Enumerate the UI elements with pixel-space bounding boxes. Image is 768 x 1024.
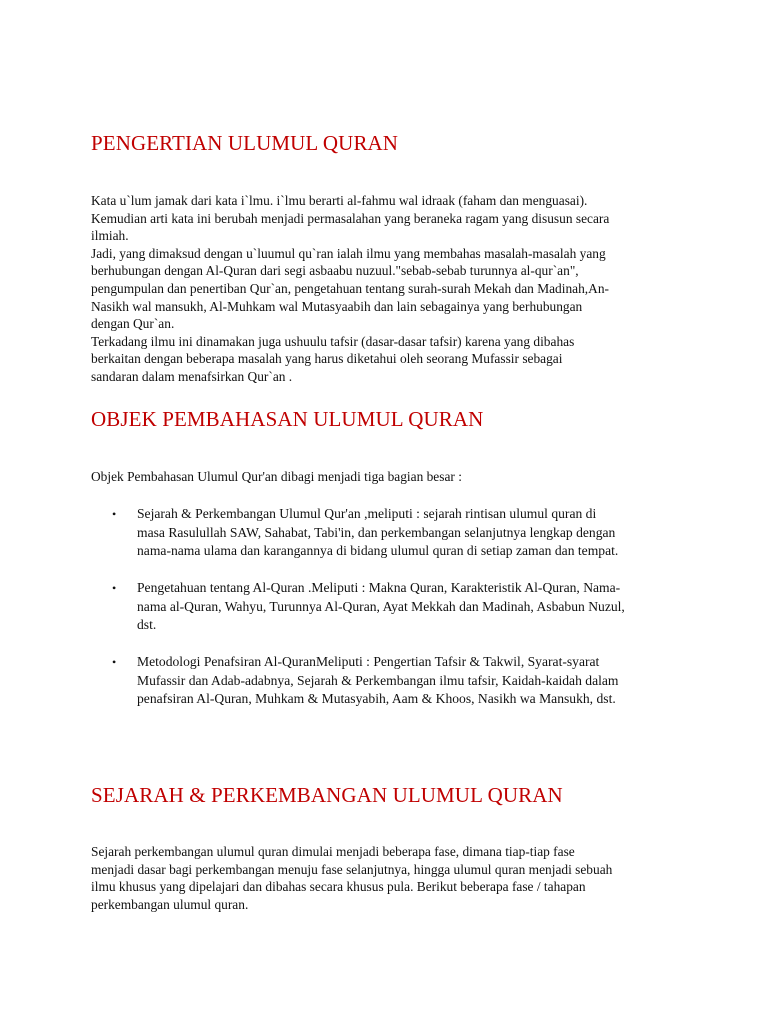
- paragraph-line: pengumpulan dan penertiban Qur`an, pengetahuan tentang surah-surah Mekah dan Madinah,An-: [91, 280, 609, 296]
- list-item-line: Metodologi Penafsiran Al-QuranMeliputi : Pengertian Tafsir & Takwil, Syarat-syarat: [137, 654, 600, 669]
- list-item-line: penafsiran Al-Quran, Muhkam & Mutasyabih, Aam & Khoos, Nasikh wa Mansukh, dst.: [137, 691, 616, 706]
- paragraph-line: sandaran dalam menafsirkan Qur`an .: [91, 368, 293, 384]
- paragraph-line: Nasikh wal mansukh, Al-Muhkam wal Mutasyaabih dan lain sebagainya yang berhubungan: [91, 298, 583, 314]
- list-item-line: nama al-Quran, Wahyu, Turunnya Al-Quran, Ayat Mekkah dan Madinah, Asbabun Nuzul,: [137, 598, 625, 614]
- list-item-text: [137, 505, 687, 561]
- pengertian-paragraph: [91, 192, 681, 386]
- objek-intro: [91, 468, 681, 486]
- list-item-line: masa Rasulullah SAW, Sahabat, Tabi'in, dan perkembangan selanjutnya lengkap dengan: [137, 524, 616, 540]
- paragraph-line: berhubungan dengan Al-Quran dari segi asbaabu nuzuul."sebab-sebab turunnya al-qur`an",: [91, 263, 579, 279]
- list-item-line: dst.: [137, 617, 157, 632]
- paragraph-line: Kemudian arti kata ini berubah menjadi permasalahan yang beraneka ragam yang disusun secara: [91, 210, 610, 226]
- bullet-icon: •: [112, 507, 117, 521]
- paragraph-line: Kata u`lum jamak dari kata i`lmu. i`lmu berarti al-fahmu wal idraak (faham dan menguasai).: [91, 193, 588, 208]
- list-item-text: [137, 653, 687, 709]
- paragraph-line: Terkadang ilmu ini dinamakan juga ushuulu tafsir (dasar-dasar tafsir) karena yang dibahas: [91, 333, 575, 349]
- paragraph-line: berkaitan dengan beberapa masalah yang harus diketahui oleh seorang Mufassir sebagai: [91, 351, 563, 367]
- section-heading-sejarah: SEJARAH & PERKEMBANGAN ULUMUL QURAN: [91, 783, 563, 807]
- list-item-line: nama-nama ulama dan karangannya di bidang ulumul quran di setiap zaman dan tempat.: [137, 543, 619, 558]
- paragraph-line: perkembangan ulumul quran.: [91, 896, 249, 912]
- paragraph-line: menjadi dasar bagi perkembangan menuju fase selanjutnya, hingga ulumul quran menjadi sebuah: [91, 861, 613, 877]
- bullet-icon: •: [112, 655, 117, 669]
- paragraph-line: Objek Pembahasan Ulumul Qur'an dibagi menjadi tiga bagian besar :: [91, 469, 462, 484]
- paragraph-line: ilmiah.: [91, 228, 129, 244]
- list-item-text: [137, 579, 687, 635]
- paragraph-line: ilmu khusus yang dipelajari dan dibahas secara khusus pula. Berikut beberapa fase / tahapan: [91, 879, 586, 895]
- list-item-line: Pengetahuan tentang Al-Quran .Meliputi : Makna Quran, Karakteristik Al-Quran, Nama-: [137, 580, 621, 595]
- list-item-line: Sejarah & Perkembangan Ulumul Qur'an ,meliputi : sejarah rintisan ulumul quran di: [137, 506, 597, 521]
- list-item-line: Mufassir dan Adab-adabnya, Sejarah & Perkembangan ilmu tafsir, Kaidah-kaidah dalam: [137, 672, 619, 688]
- section-heading-pengertian: PENGERTIAN ULUMUL QURAN: [91, 131, 399, 155]
- paragraph-line: Jadi, yang dimaksud dengan u`luumul qu`ran ialah ilmu yang membahas masalah-masalah yang: [91, 245, 606, 261]
- paragraph-line: Sejarah perkembangan ulumul quran dimulai menjadi beberapa fase, dimana tiap-tiap fase: [91, 844, 575, 859]
- paragraph-line: dengan Qur`an.: [91, 316, 175, 332]
- section-heading-objek: OBJEK PEMBAHASAN ULUMUL QURAN: [91, 407, 484, 431]
- bullet-icon: •: [112, 581, 117, 595]
- sejarah-paragraph: [91, 843, 681, 913]
